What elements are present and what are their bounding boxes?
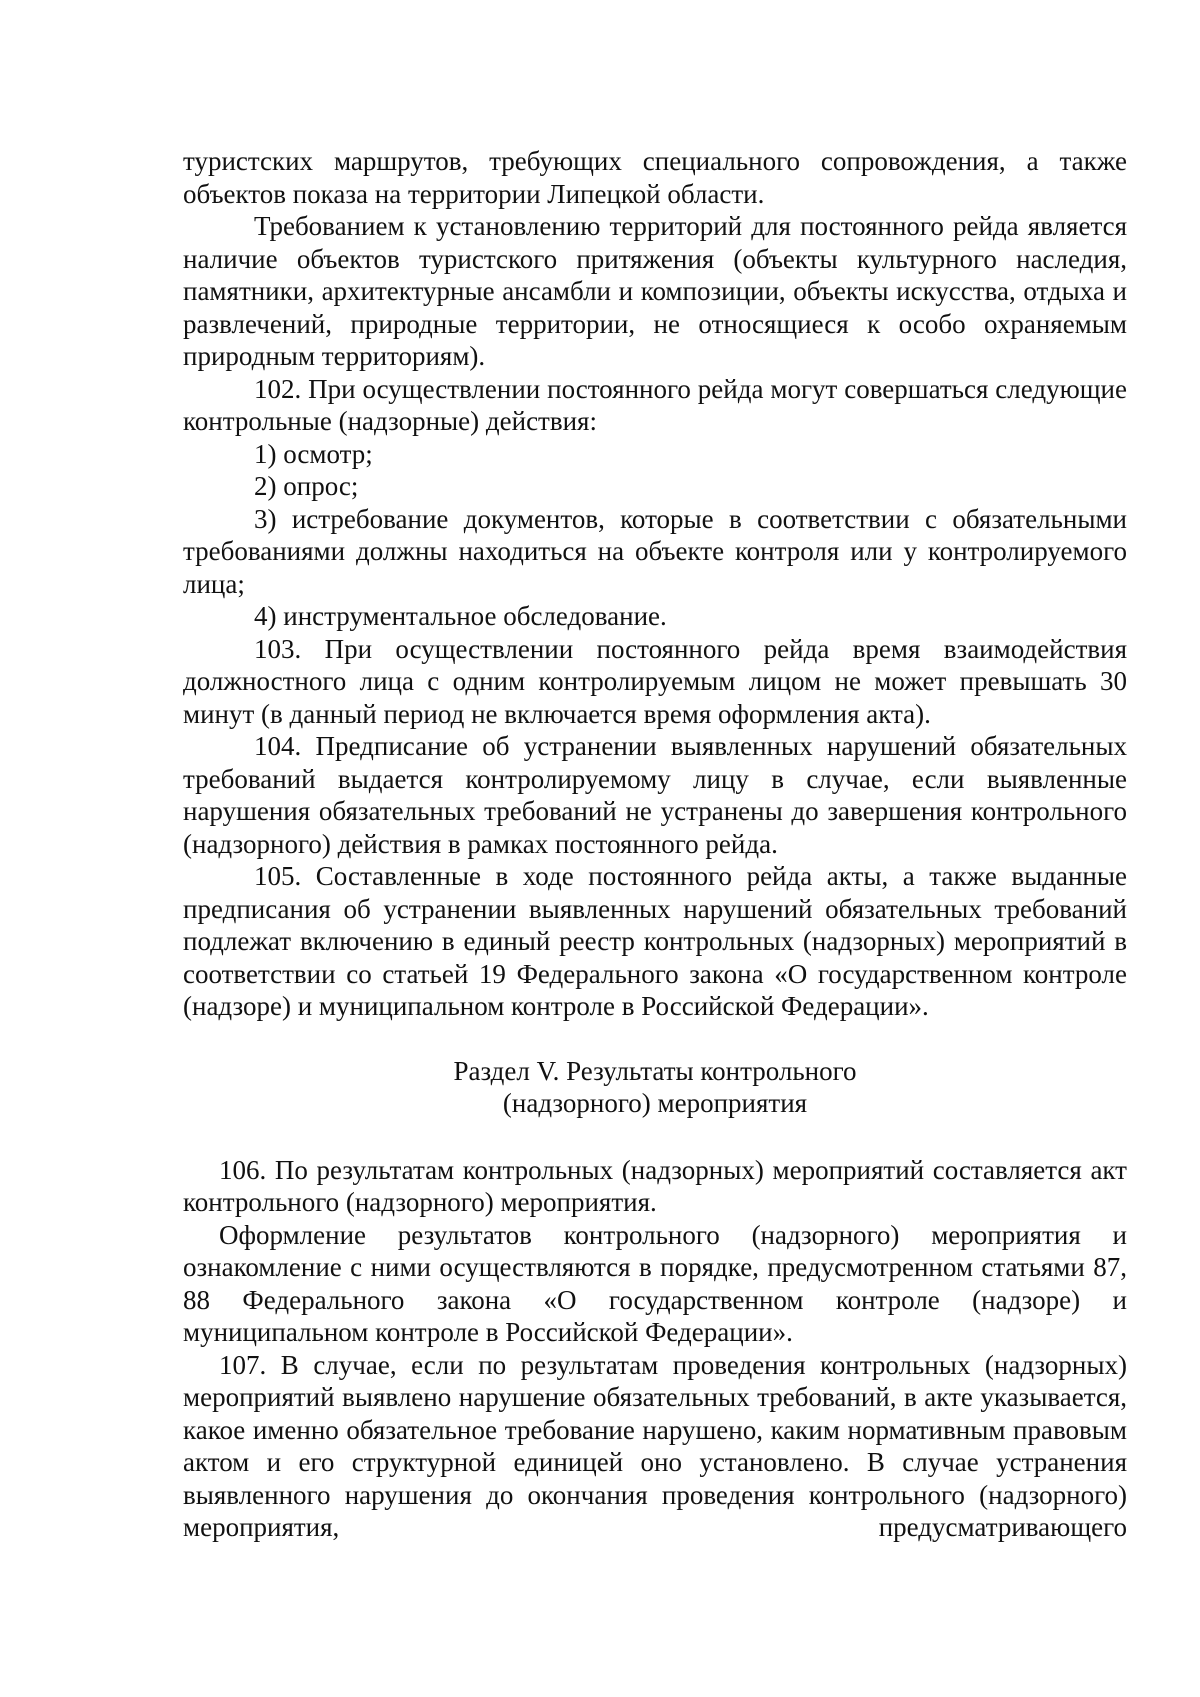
section-heading-line-1: Раздел V. Результаты контрольного (453, 1055, 857, 1086)
paragraph-102: 102. При осуществлении постоянного рейда могут совершаться следующие контрольные (надзорные) действия: (183, 373, 1127, 436)
section-heading (183, 1055, 1127, 1120)
document-body (183, 145, 1127, 1544)
paragraph-results-formalization: Оформление результатов контрольного (надзорного) мероприятия и ознакомление с ними осуществляются в порядке, предусмотренном статьями 87, 88 Федерального закона «О государственном контроле (надзоре) и муниципальном контроле в Российской Федерации». (183, 1219, 1127, 1347)
list-item-inspection: 1) осмотр; (254, 438, 373, 469)
paragraph-103: 103. При осуществлении постоянного рейда время взаимодействия должностного лица с одним контролируемым лицом не может превышать 30 минут (в данный период не включается время оформления акта). (183, 633, 1127, 729)
section-heading-line-2: (надзорного) мероприятия (502, 1088, 808, 1118)
paragraph-raid-territory-requirement: Требованием к установлению территорий для постоянного рейда является наличие объектов туристского притяжения (объекты культурного наследия, памятники, архитектурные ансамбли и композиции, объекты искусства, отдыха и развлечений, природные территории, не относящиеся к особо охраняемым природным территориям). (183, 211, 1127, 371)
list-item-survey: 2) опрос; (254, 471, 359, 501)
paragraph-104: 104. Предписание об устранении выявленных нарушений обязательных требований выдается контролируемому лицу в случае, если выявленные нарушения обязательных требований не устранены до завершения контрольного (надзорного) действия в рамках постоянного рейда. (183, 731, 1127, 859)
paragraph-107: 107. В случае, если по результатам проведения контрольных (надзорных) мероприятий выявлено нарушение обязательных требований, в акте указывается, какое именно обязательное требование нарушено, каким нормативным правовым актом и его структурной единицей оно установлено. В случае устранения выявленного нарушения до окончания проведения контрольного (надзорного) мероприятия, предусматривающего (183, 1349, 1127, 1542)
paragraph-continuation: туристских маршрутов, требующих специального сопровождения, а также объектов показа на территории Липецкой области. (183, 146, 1127, 209)
paragraph-105: 105. Составленные в ходе постоянного рейда акты, а также выданные предписания об устранении выявленных нарушений обязательных требований подлежат включению в единый реестр контрольных (надзорных) мероприятий в соответствии со статьей 19 Федерального закона «О государственном контроле (надзоре) и муниципальном контроле в Российской Федерации». (183, 861, 1127, 1021)
paragraph-106: 106. По результатам контрольных (надзорных) мероприятий составляется акт контрольного (надзорного) мероприятия. (183, 1154, 1127, 1217)
list-item-document-request: 3) истребование документов, которые в соответствии с обязательными требованиями должны находиться на объекте контроля или у контролируемого лица; (183, 503, 1127, 599)
list-item-instrumental-examination: 4) инструментальное обследование. (254, 601, 667, 631)
